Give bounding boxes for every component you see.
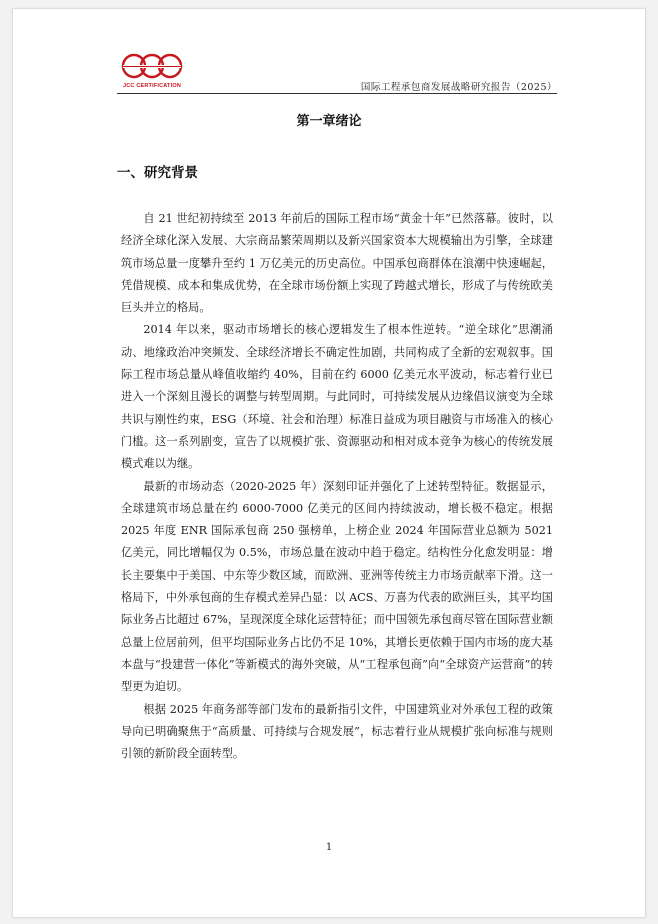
paragraph: 自 21 世纪初持续至 2013 年前后的国际工程市场“黄金十年”已然落幕。彼时，以经济全球化深入发展、大宗商品繁荣周期以及新兴国家资本大规模输出为引擎，全球建筑市场总量一度攀升至约 1 万亿美元的历史高位。中国承包商群体在浪潮中快速崛起，凭借规模、成本和集成优势，在全球市场份额上实现了跨越式增长，形成了与传统欧美巨头并立的格局。 bbox=[121, 212, 553, 315]
paragraph: 最新的市场动态（2020-2025 年）深刻印证并强化了上述转型特征。数据显示，全球建筑市场总量在约 6000-7000 亿美元的区间内持续波动，增长极不稳定。根据 2025 年度 ENR 国际承包商 250 强榜单，上榜企业 2024 年国际营业总额为 5021 亿美元，同比增幅仅为 0.5%，市场总量在波动中趋于稳定。结构性分化愈发明显：增长主要集中于美国、中东等少数区域，而欧洲、亚洲等传统主力市场贡献率下滑。这一格局下，中外承包商的生存模式差异凸显：以 ACS、万喜为代表的欧洲巨头，其平均国际业务占比超过 67%，呈现深度全球化运营特征；而中国领先承包商尽管在国际营业额总量上位居前列，但平均国际业务占比仍不足 10%，其增长更依赖于国内市场的庞大基本盘与“投建营一体化”等新模式的海外突破，从“工程承包商”向“全球资产运营商”的转型更为迫切。 bbox=[121, 479, 553, 694]
company-logo bbox=[117, 51, 187, 89]
logo-text: JCC CERTIFICATION bbox=[123, 83, 181, 89]
header-divider bbox=[117, 93, 557, 94]
paragraph: 2014 年以来，驱动市场增长的核心逻辑发生了根本性逆转。“逆全球化”思潮涌动、地缘政治冲突频发、全球经济增长不确定性加剧，共同构成了全新的宏观叙事。国际工程市场总量从峰值收缩约 40%，目前在约 6000 亿美元水平波动，标志着行业已进入一个深刻且漫长的调整与转型周期。与此同时，可持续发展从边缘倡议演变为全球共识与刚性约束，ESG（环境、社会和治理）标准日益成为项目融资与市场准入的核心门槛。这一系列剧变，宣告了以规模扩张、资源驱动和相对成本竞争为核心的传统发展模式难以为继。 bbox=[121, 323, 553, 471]
document-page bbox=[12, 8, 646, 918]
paragraph: 根据 2025 年商务部等部门发布的最新指引文件，中国建筑业对外承包工程的政策导向已明确聚焦于“高质量、可持续与合规发展”，标志着行业从规模扩张向标准与规则引领的新阶段全面转型。 bbox=[121, 702, 553, 761]
section-title: 一、研究背景 bbox=[117, 165, 198, 181]
rings-logo-icon bbox=[117, 51, 187, 81]
body-text bbox=[121, 208, 553, 765]
report-header-title: 国际工程承包商发展战略研究报告（2025） bbox=[360, 82, 557, 93]
chapter-title: 第一章绪论 bbox=[296, 114, 362, 129]
page-number: 1 bbox=[325, 842, 333, 853]
